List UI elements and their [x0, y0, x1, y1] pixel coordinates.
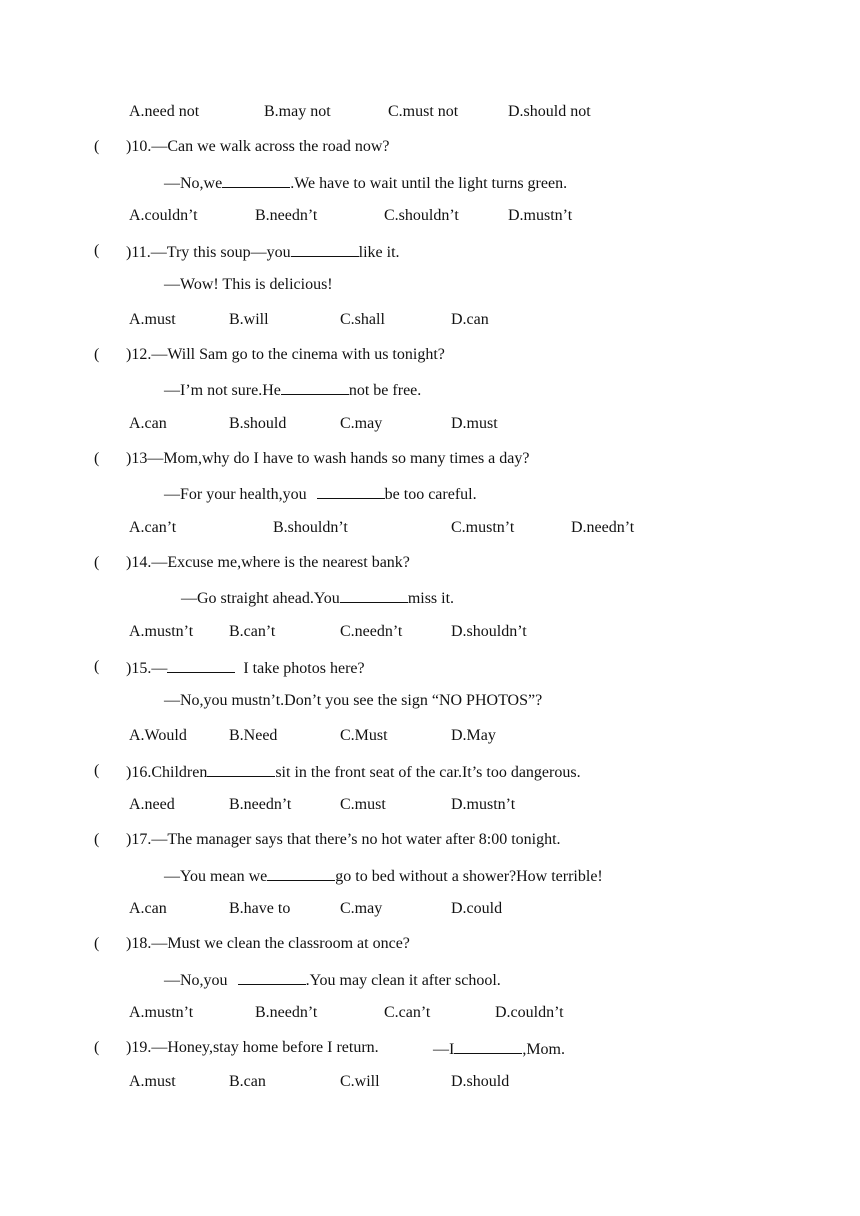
- answer-blank: [317, 483, 385, 499]
- q19-answer-pre: —I: [433, 1041, 455, 1058]
- answer-blank: [167, 657, 235, 673]
- q11-option-a: A.must: [129, 311, 176, 328]
- answer-paren: (: [94, 658, 100, 675]
- q15-option-c: C.Must: [340, 727, 388, 744]
- answer-paren: (: [94, 935, 100, 952]
- q16-option-c: C.must: [340, 796, 386, 813]
- q19-answer-line: [433, 1038, 565, 1058]
- q14-number: )14.: [126, 554, 152, 571]
- q14-option-b: B.can’t: [229, 623, 276, 640]
- q17-option-a: A.can: [129, 900, 167, 917]
- q9-option-d: D.should not: [508, 103, 591, 120]
- answer-blank: [281, 379, 349, 395]
- q10-number: )10.: [126, 138, 152, 155]
- q17-option-b: B.have to: [229, 900, 291, 917]
- q19-option-c: C.will: [340, 1073, 380, 1090]
- q16-option-b: B.needn’t: [229, 796, 292, 813]
- q14-answer-post: miss it.: [407, 590, 455, 607]
- q19-option-b: B.can: [229, 1073, 266, 1090]
- q15-question-pre: —: [151, 660, 168, 677]
- q17-option-d: D.could: [451, 900, 503, 917]
- q15-stem: [126, 657, 365, 677]
- answer-paren: (: [94, 242, 100, 259]
- q16-option-d: D.mustn’t: [451, 796, 516, 813]
- q14-option-a: A.mustn’t: [129, 623, 194, 640]
- q10-stem: [126, 137, 389, 157]
- q11-question-post: like it.: [358, 244, 400, 261]
- q14-stem: [126, 553, 410, 573]
- q10-option-b: B.needn’t: [255, 207, 318, 224]
- answer-blank: [340, 587, 408, 603]
- q12-answer-line: [164, 379, 421, 399]
- q17-option-c: C.may: [340, 900, 383, 917]
- q11-question-pre: —Try this soup—you: [150, 244, 291, 261]
- q16-question-post: sit in the front seat of the car.It’s too dangerous.: [275, 764, 581, 781]
- q18-number: )18.: [126, 935, 152, 952]
- q17-answer-pre: —You mean we: [164, 868, 268, 885]
- q18-answer-pre: —No,you: [164, 972, 232, 989]
- answer-paren: (: [94, 450, 100, 467]
- q10-option-a: A.couldn’t: [129, 207, 198, 224]
- q17-answer-post: go to bed without a shower?How terrible!: [335, 868, 603, 885]
- q13-option-b: B.shouldn’t: [273, 519, 348, 536]
- answer-blank: [267, 865, 335, 881]
- q11-number: )11.: [126, 244, 151, 261]
- answer-paren: (: [94, 346, 100, 363]
- q9-option-b: B.may not: [264, 103, 331, 120]
- q18-stem: [126, 934, 410, 954]
- q10-option-c: C.shouldn’t: [384, 207, 459, 224]
- q19-question: —Honey,stay home before I return.: [151, 1039, 379, 1056]
- q16-question-pre: Children: [151, 764, 208, 781]
- answer-blank: [291, 241, 359, 257]
- q15-number: )15.: [126, 660, 152, 677]
- q19-option-d: D.should: [451, 1073, 510, 1090]
- q17-question: —The manager says that there’s no hot water after 8:00 tonight.: [151, 831, 561, 848]
- answer-paren: (: [94, 831, 100, 848]
- q19-number: )19.: [126, 1039, 152, 1056]
- q13-answer-line: [164, 483, 477, 503]
- q14-answer-line: [181, 587, 454, 607]
- q12-option-c: C.may: [340, 415, 383, 432]
- q12-option-b: B.should: [229, 415, 287, 432]
- q12-question: —Will Sam go to the cinema with us tonight?: [151, 346, 445, 363]
- q12-answer-post: not be free.: [348, 382, 422, 399]
- q18-option-b: B.needn’t: [255, 1004, 318, 1021]
- q13-stem: [126, 449, 529, 469]
- q17-stem: [126, 830, 561, 850]
- q13-number: )13: [126, 450, 148, 467]
- q12-option-a: A.can: [129, 415, 167, 432]
- q14-question: —Excuse me,where is the nearest bank?: [151, 554, 410, 571]
- q18-answer-post: .You may clean it after school.: [305, 972, 501, 989]
- q14-option-c: C.needn’t: [340, 623, 403, 640]
- q15-option-a: A.Would: [129, 727, 187, 744]
- q16-number: )16.: [126, 764, 152, 781]
- q12-option-d: D.must: [451, 415, 498, 432]
- q16-option-a: A.need: [129, 796, 175, 813]
- q15-option-d: D.May: [451, 727, 496, 744]
- q12-stem: [126, 345, 445, 365]
- q10-answer-post: .We have to wait until the light turns green.: [290, 175, 568, 192]
- q12-number: )12.: [126, 346, 152, 363]
- q13-option-c: C.mustn’t: [451, 519, 515, 536]
- q19-option-a: A.must: [129, 1073, 176, 1090]
- q13-answer-pre: —For your health,you: [164, 486, 311, 503]
- q10-answer-pre: —No,we: [164, 175, 223, 192]
- q11-option-c: C.shall: [340, 311, 385, 328]
- q17-answer-line: [164, 865, 603, 885]
- q11-stem: [126, 241, 400, 261]
- q18-question: —Must we clean the classroom at once?: [151, 935, 410, 952]
- q19-answer-post: ,Mom.: [522, 1041, 565, 1058]
- q13-answer-post: be too careful.: [384, 486, 477, 503]
- q18-answer-line: [164, 969, 501, 989]
- q19-stem: [126, 1038, 379, 1058]
- answer-paren: (: [94, 762, 100, 779]
- q14-answer-pre: —Go straight ahead.You: [181, 590, 340, 607]
- q11-answer: —Wow! This is delicious!: [164, 276, 333, 293]
- q18-option-c: C.can’t: [384, 1004, 431, 1021]
- q18-option-d: D.couldn’t: [495, 1004, 564, 1021]
- q9-option-a: A.need not: [129, 103, 200, 120]
- q11-option-b: B.will: [229, 311, 269, 328]
- q11-option-d: D.can: [451, 311, 489, 328]
- answer-paren: (: [94, 138, 100, 155]
- q15-answer: —No,you mustn’t.Don’t you see the sign “NO PHOTOS”?: [164, 692, 543, 709]
- answer-paren: (: [94, 554, 100, 571]
- q10-question: —Can we walk across the road now?: [151, 138, 390, 155]
- answer-blank: [222, 172, 290, 188]
- q18-option-a: A.mustn’t: [129, 1004, 194, 1021]
- q15-question-post: I take photos here?: [235, 660, 365, 677]
- answer-paren: (: [94, 1039, 100, 1056]
- q13-option-d: D.needn’t: [571, 519, 635, 536]
- q17-number: )17.: [126, 831, 152, 848]
- answer-blank: [454, 1038, 522, 1054]
- q13-question: —Mom,why do I have to wash hands so many times a day?: [147, 450, 530, 467]
- q16-stem: [126, 761, 581, 781]
- q12-answer-pre: —I’m not sure.He: [164, 382, 281, 399]
- answer-blank: [207, 761, 275, 777]
- q14-option-d: D.shouldn’t: [451, 623, 527, 640]
- q15-option-b: B.Need: [229, 727, 278, 744]
- answer-blank: [238, 969, 306, 985]
- q9-option-c: C.must not: [388, 103, 459, 120]
- q13-option-a: A.can’t: [129, 519, 177, 536]
- q10-answer-line: [164, 172, 567, 192]
- q10-option-d: D.mustn’t: [508, 207, 573, 224]
